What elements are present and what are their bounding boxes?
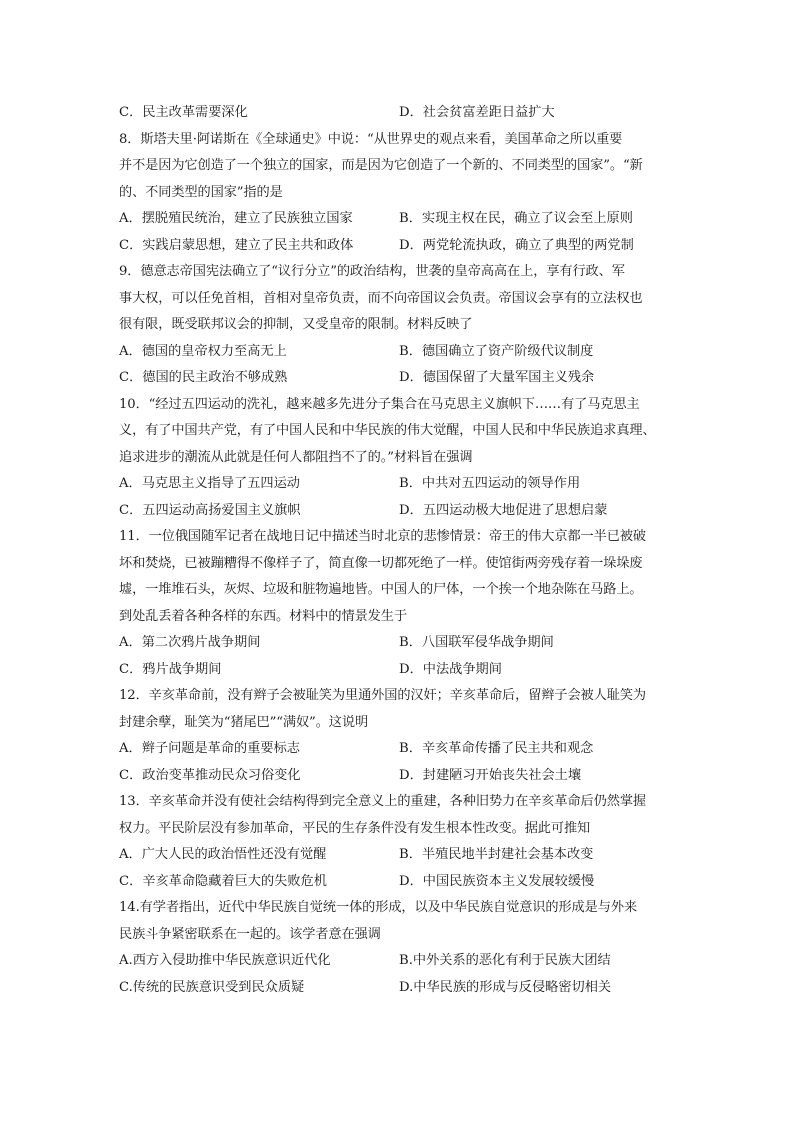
option-row — [119, 948, 689, 975]
option-text: D．社会贫富差距日益扩大 — [399, 105, 555, 120]
option-row — [119, 100, 689, 127]
question-text-line: 的、不同类型的国家”指的是 — [119, 184, 283, 200]
question-stem: 12．辛亥革命前，没有辫子会被耻笑为里通外国的汉奸；辛亥革命后，留辫子会被人耻笑为 — [119, 688, 646, 703]
option-text: C．鸦片战争期间 — [119, 661, 222, 677]
option-text: D．中法战争期间 — [399, 661, 502, 677]
option-row — [119, 471, 689, 498]
question-text-line: 到处乱丢着各种各样的东西。材料中的情景发生于 — [119, 608, 407, 624]
option-text: B．实现主权在民，确立了议会至上原则 — [399, 211, 633, 226]
question-text-line: 民族斗争紧密联系在一起的。该学者意在强调 — [119, 926, 381, 942]
question-stem: 10．“经过五四运动的洗礼，越来越多先进分子集合在马克思主义旗帜下……有了马克思主 — [119, 396, 640, 412]
option-text: B.中外关系的恶化有利于民族大团结 — [399, 953, 611, 968]
option-row — [119, 975, 689, 1002]
option-text: B．半殖民地半封建社会基本改变 — [399, 847, 594, 862]
option-text: A．广大人民的政治悟性还没有觉醒 — [119, 847, 327, 862]
question-text-line: 义，有了中国共产党，有了中国人民和中华民族的伟大觉醒，中国人民和中华民族追求真理、 — [119, 423, 656, 438]
option-row — [119, 763, 689, 790]
option-text: A．辫子问题是革命的重要标志 — [119, 741, 300, 756]
question-stem: 9．德意志帝国宪法确立了“议行分立”的政治结构，世袭的皇帝高高在上，享有行政、军 — [119, 264, 625, 279]
option-row — [119, 869, 689, 896]
option-text: A．马克思主义指导了五四运动 — [119, 476, 300, 491]
question-stem: 13．辛亥革命并没有使社会结构得到完全意义上的重建，各种旧势力在辛亥革命后仍然掌握 — [119, 794, 646, 809]
option-row — [119, 206, 689, 233]
option-row — [119, 630, 689, 657]
option-text: C．德国的民主政治不够成熟 — [119, 370, 288, 385]
question-text-line: 权力。平民阶层没有参加革命，平民的生存条件没有发生根本性改变。据此可推知 — [119, 820, 591, 836]
option-row — [119, 657, 689, 684]
option-text: C.传统的民族意识受到民众质疑 — [119, 979, 305, 995]
question-text-line: 并不是因为它创造了一个独立的国家，而是因为它创造了一个新的、不同类型的国家”。“新 — [119, 158, 643, 173]
option-text: C．民主改革需要深化 — [119, 105, 248, 120]
option-text: B．德国确立了资产阶级代议制度 — [399, 343, 594, 359]
question-text-line: 墟，一堆堆石头，灰烬、垃圾和脏物遍地皆。中国人的尸体，一个挨一个地杂陈在马路上。 — [119, 582, 643, 597]
option-text: B．八国联军侵华战争期间 — [399, 635, 554, 650]
question-text-line: 很有限，既受联邦议会的抑制，又受皇帝的限制。材料反映了 — [119, 317, 473, 332]
question-text-line: 坏和焚烧，已被蹦糟得不像样子了，简直像一切都死绝了一样。使馆街两旁残存着一垛垛废 — [119, 555, 643, 571]
option-row — [119, 339, 689, 366]
question-text-line: 追求进步的潮流从此就是任何人都阻挡不了的。”材料旨在强调 — [119, 449, 473, 465]
option-row — [119, 365, 689, 392]
option-text: D．五四运动极大地促进了思想启蒙 — [399, 502, 608, 518]
option-text: A.西方入侵助推中华民族意识近代化 — [119, 953, 331, 968]
option-text: D．两党轮流执政，确立了典型的两党制 — [399, 237, 634, 253]
option-row — [119, 233, 689, 260]
option-text: B．辛亥革命传播了民主共和观念 — [399, 741, 594, 756]
question-stem: 11．一位俄国随军记者在战地日记中描述当时北京的悲惨情景：帝王的伟大京都一半已被破 — [119, 529, 646, 544]
option-text: D．中国民族资本主义发展较缓慢 — [399, 873, 595, 889]
option-text: B．中共对五四运动的领导作用 — [399, 476, 581, 491]
question-stem: 14.有学者指出，近代中华民族自觉统一体的形成，以及中华民族自觉意识的形成是与外来 — [119, 900, 637, 915]
option-text: D．德国保留了大量军国主义残余 — [399, 370, 595, 385]
option-text: C．实践启蒙思想，建立了民主共和政体 — [119, 237, 354, 253]
option-text: A．第二次鸦片战争期间 — [119, 635, 261, 650]
option-text: D.中华民族的形成与反侵略密切相关 — [399, 979, 612, 995]
option-text: A．德国的皇帝权力至高无上 — [119, 343, 287, 359]
option-row — [119, 842, 689, 869]
option-text: C．政治变革推动民众习俗变化 — [119, 767, 301, 783]
option-row — [119, 736, 689, 763]
option-text: A．摆脱殖民统治，建立了民族独立国家 — [119, 211, 353, 226]
option-text: C．辛亥革命隐藏着巨大的失败危机 — [119, 873, 327, 889]
option-row — [119, 498, 689, 525]
question-stem: 8．斯塔夫里·阿诺斯在《全球通史》中说：“从世界史的观点来看，美国革命之所以重要 — [119, 131, 623, 147]
question-text-line: 事大权，可以任免首相，首相对皇帝负责，而不向帝国议会负责。帝国议会享有的立法权也 — [119, 290, 643, 306]
question-text-line: 封建余孽，耻笑为“猪尾巴”“满奴”。这说明 — [119, 714, 369, 730]
option-text: D．封建陋习开始丧失社会土壤 — [399, 767, 582, 783]
option-text: C．五四运动高扬爱国主义旗帜 — [119, 502, 301, 518]
